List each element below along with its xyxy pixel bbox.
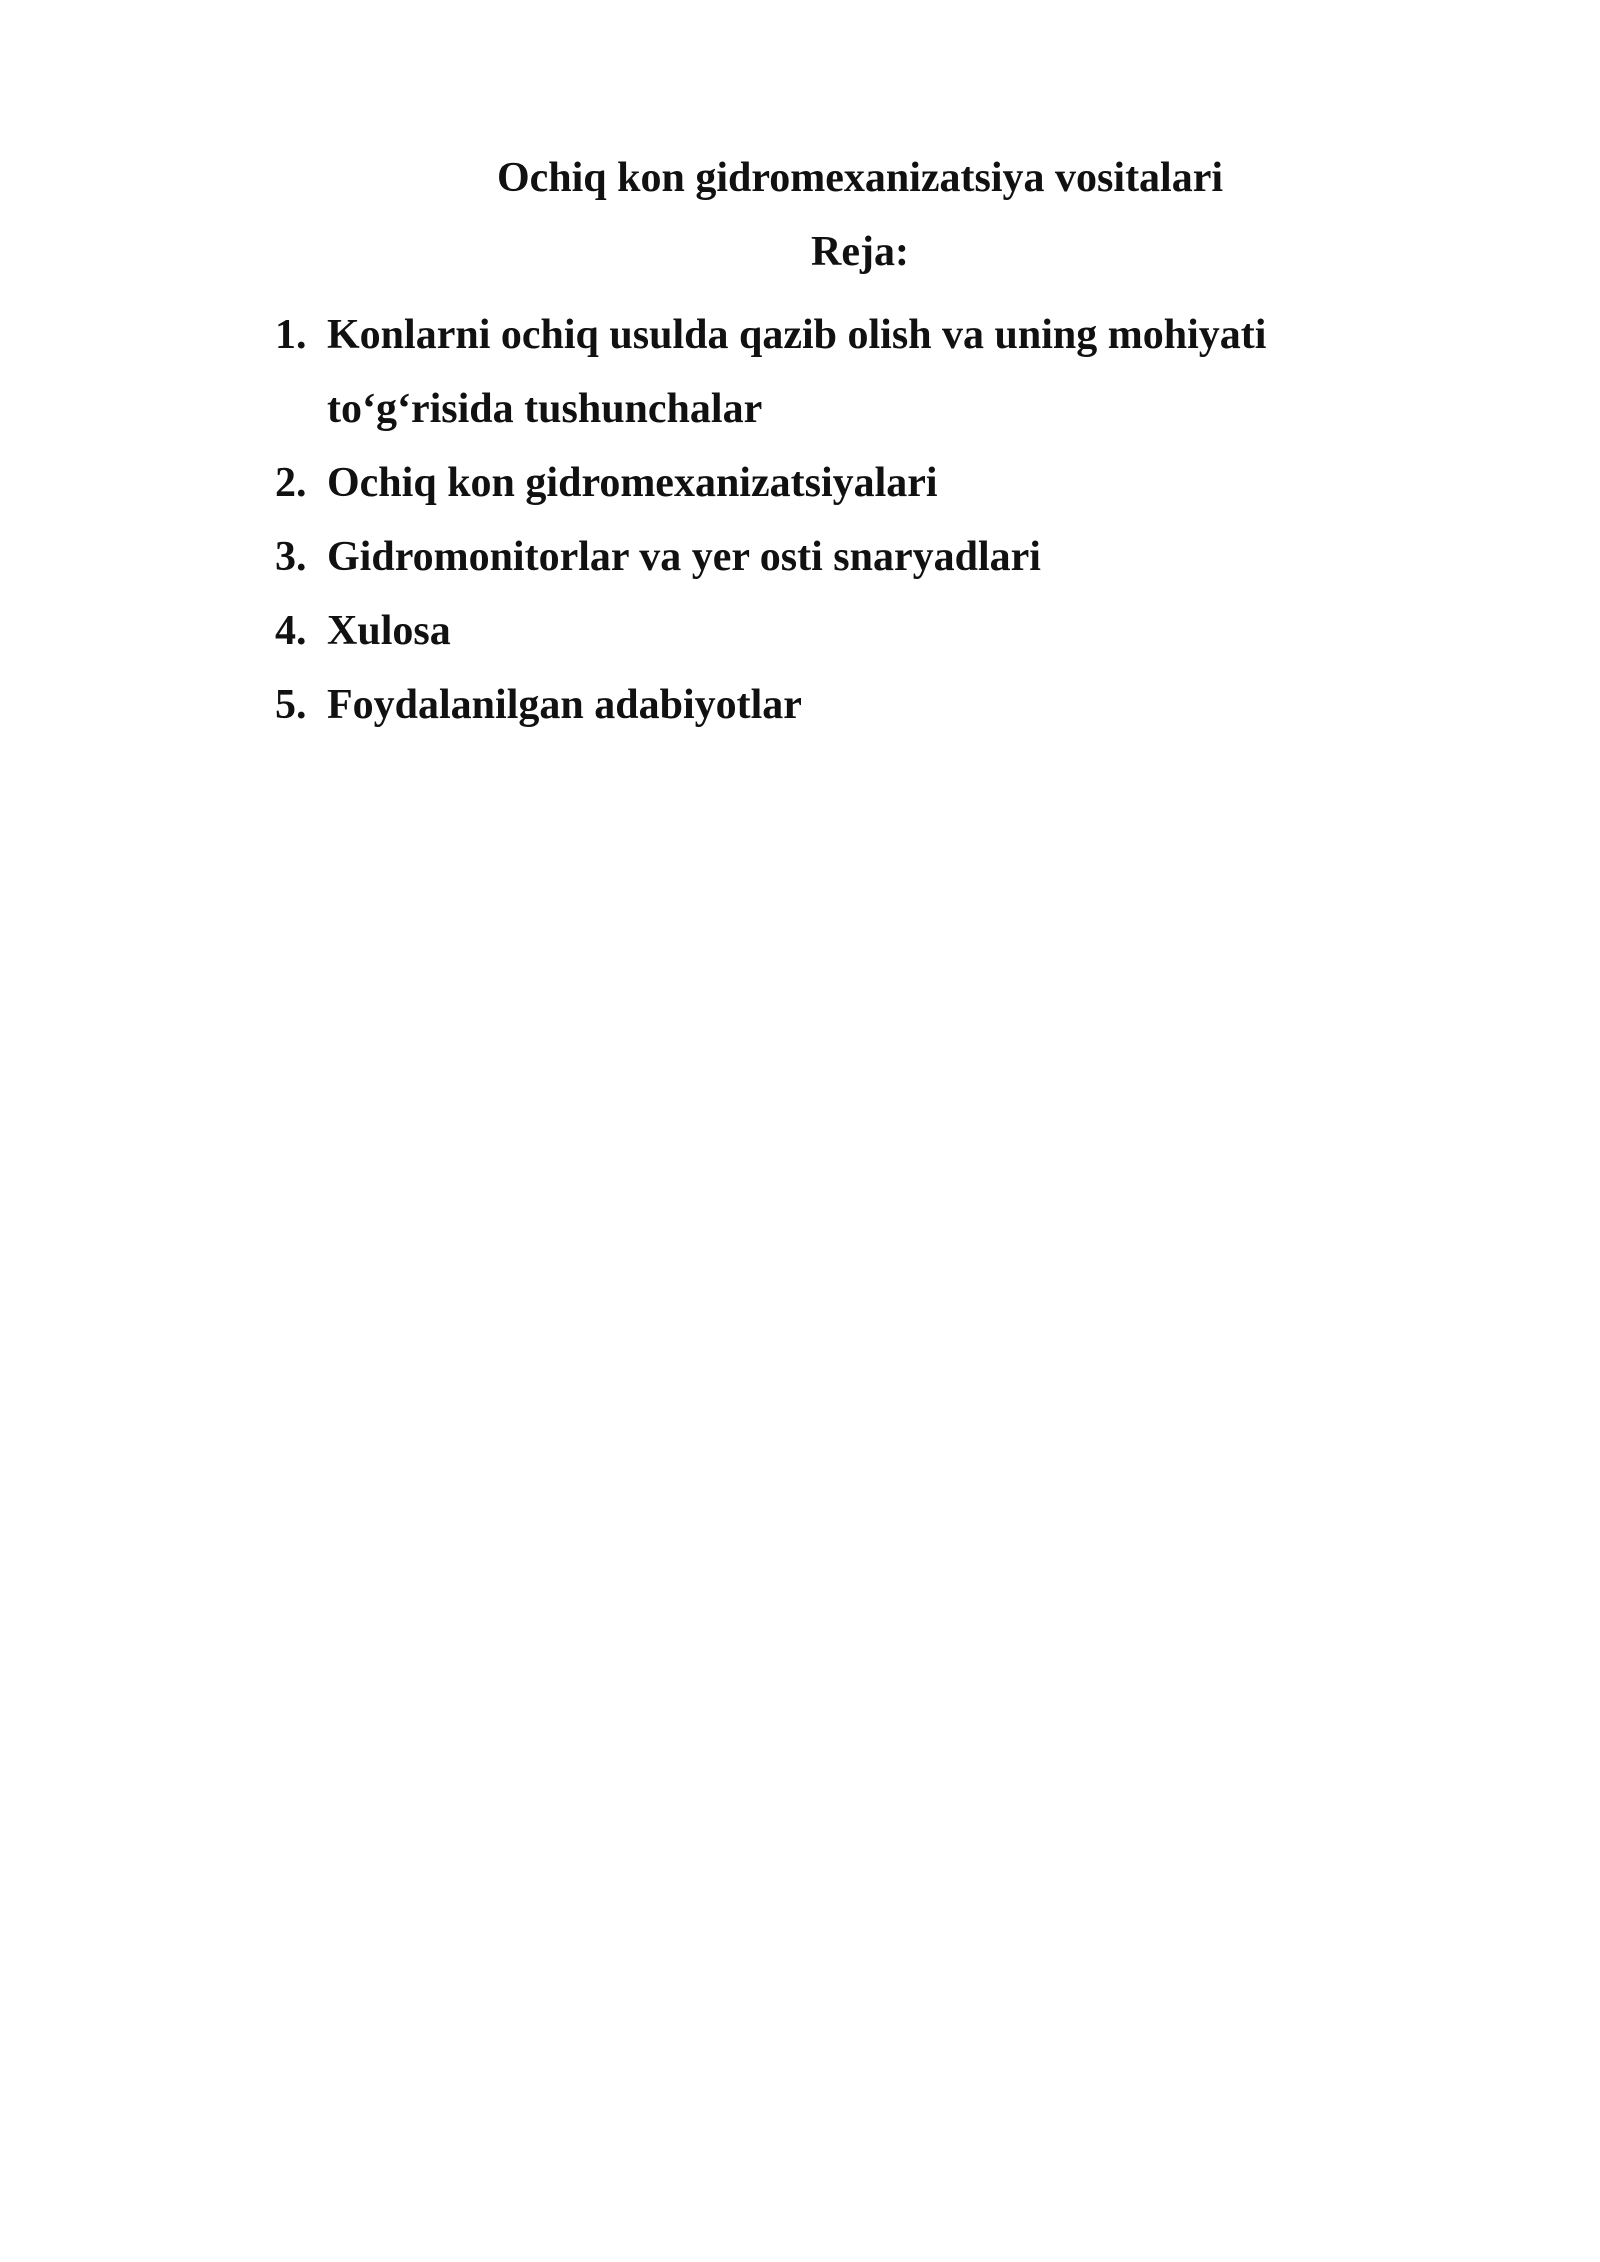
- plan-item-text: Foydalanilgan adabiyotlar: [327, 682, 802, 728]
- plan-list: [275, 298, 1335, 742]
- plan-item-number: 3.: [275, 534, 307, 580]
- plan-item-5: [275, 668, 1335, 742]
- plan-item-3: [275, 520, 1335, 594]
- plan-item-text: Gidromonitorlar va yer osti snaryadlari: [327, 534, 1041, 580]
- plan-item-4: [275, 594, 1335, 668]
- plan-item-number: 4.: [275, 608, 307, 654]
- plan-item-number: 5.: [275, 682, 307, 728]
- plan-item-1: [275, 298, 1335, 446]
- plan-item-number: 1.: [275, 312, 307, 358]
- plan-heading: Reja:: [811, 229, 909, 275]
- plan-item-number: 2.: [275, 460, 307, 506]
- document-title: Ochiq kon gidromexanizatsiya vositalari: [496, 155, 1224, 201]
- plan-item-2: [275, 446, 1335, 520]
- plan-item-text: Ochiq kon gidromexanizatsiyalari: [327, 460, 938, 506]
- plan-item-text: Konlarni ochiq usulda qazib olish va uning mohiyati to‘g‘risida tushunchalar: [327, 312, 1267, 432]
- plan-item-text: Xulosa: [327, 608, 451, 654]
